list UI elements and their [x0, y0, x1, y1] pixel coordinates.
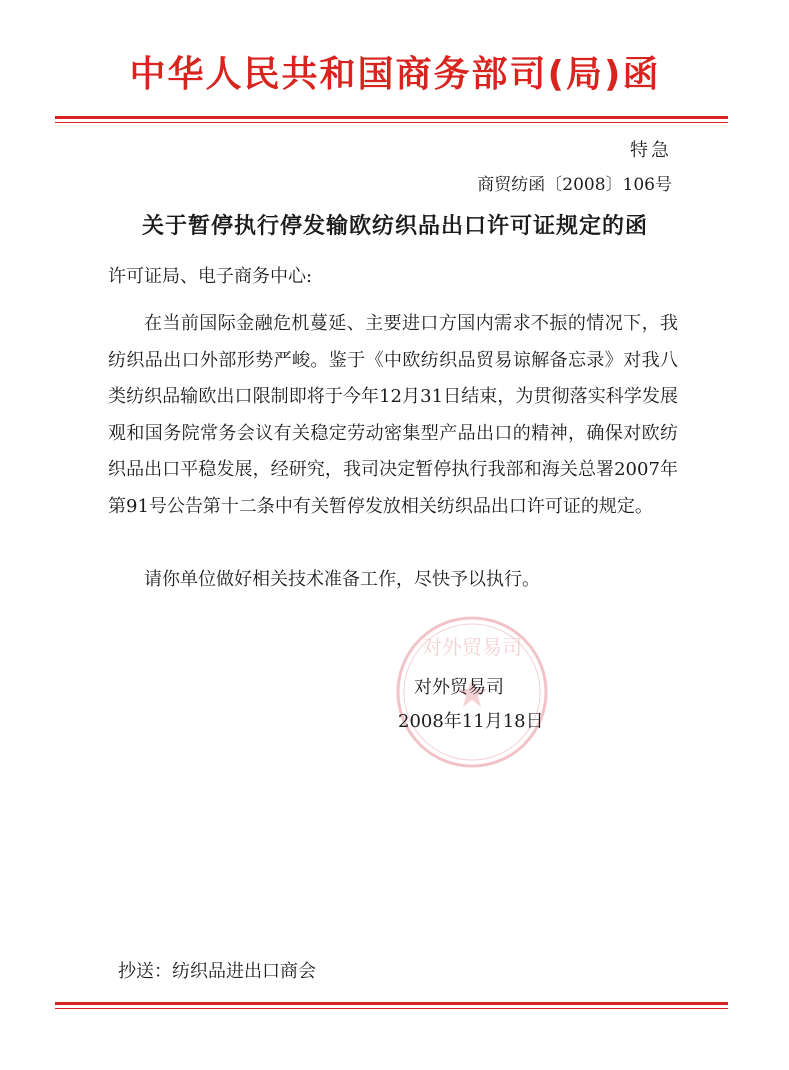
body-paragraph: 请你单位做好相关技术准备工作，尽快予以执行。: [144, 569, 540, 590]
document-title: 关于暂停执行停发输欧纺织品出口许可证规定的函: [141, 214, 648, 239]
urgency-label: 特急: [630, 140, 672, 161]
footer-rule-thick: [55, 1002, 728, 1005]
footer-rule-thin: [55, 1008, 728, 1009]
letterhead-rule-thick: [55, 116, 728, 119]
carbon-copy-line: 抄送：纺织品进出口商会: [118, 961, 316, 982]
letterhead-rule-thin: [55, 122, 728, 123]
signing-date: 2008年11月18日: [398, 711, 544, 732]
letterhead-title: 中华人民共和国商务部司(局)函: [129, 54, 661, 95]
body-paragraph: 在当前国际金融危机蔓延、主要进口方国内需求不振的情况下，我纺织品出口外部形势严峻。鉴于《中欧纺织品贸易谅解备忘录》对我八类纺织品输欧出口限制即将于今年12月31日结束，为贯彻落实科学发展观和国务院常务会议有关稳定劳动密集型产品出口的精神，确保对欧纺织品出口平稳发展，经研究，我司决定暂停执行我部和海关总署2007年第91号公告第十二条中有关暂停发放相关纺织品出口许可证的规定。: [108, 313, 678, 517]
seal-text: 对外贸易司: [422, 635, 522, 659]
addressee: 许可证局、电子商务中心:: [108, 266, 313, 287]
signing-organization: 对外贸易司: [414, 677, 504, 698]
document-number: 商贸纺函〔2008〕106号: [477, 175, 672, 195]
